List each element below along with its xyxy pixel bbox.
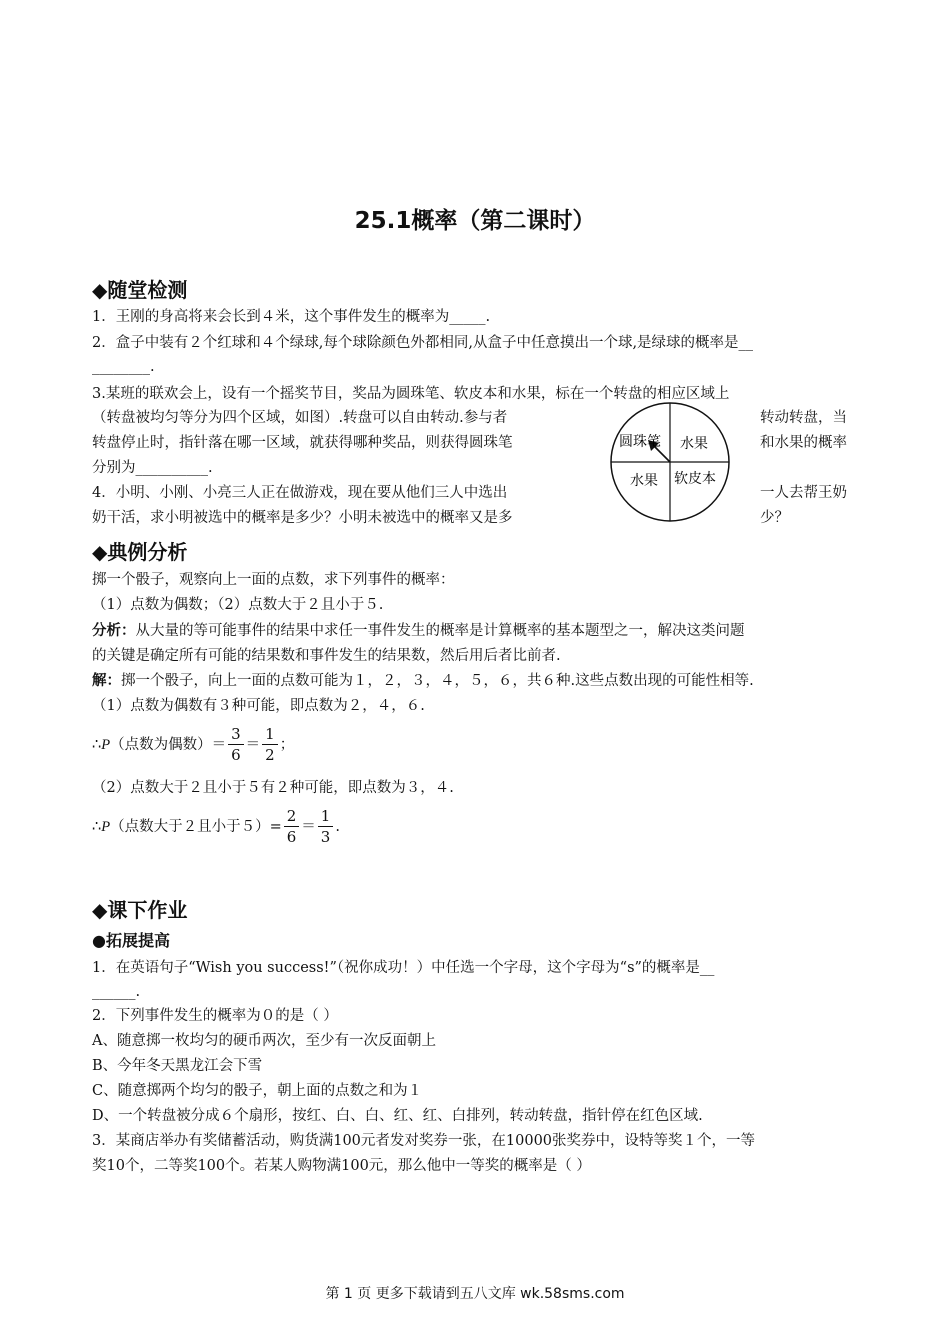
page-footer: 第 1 页 更多下载请到五八文库 wk.58sms.com bbox=[325, 1286, 625, 1302]
equation-1-end: ； bbox=[279, 736, 295, 753]
option-b: B、今年冬天黑龙江会下雪 bbox=[92, 1058, 263, 1074]
fraction-1-3: $\frac{1}{3}$ bbox=[318, 806, 334, 847]
analysis-line-2: 的关键是确定所有可能的结果数和事件发生的结果数，然后用后者比前者. bbox=[92, 648, 561, 664]
spinner-label-pen: 圆珠笔 bbox=[619, 434, 661, 450]
analysis-text-1: 从大量的等可能事件的结果中求任一事件发生的概率是计算概率的基本题型之一，解决这类问题 bbox=[135, 623, 745, 639]
example-prompt: 掷一个骰子，观察向上一面的点数，求下列事件的概率： bbox=[92, 572, 455, 588]
section-heading-homework: ◆课下作业 bbox=[92, 898, 188, 922]
question-2-line-2: ________. bbox=[92, 359, 155, 375]
solution-label: 解： bbox=[92, 672, 121, 689]
solution-step-1: （1）点数为偶数有３种可能，即点数为２，４，６. bbox=[92, 698, 425, 714]
solution-line bbox=[92, 671, 754, 691]
homework-question-3-line-2: 奖10个，二等奖100个。若某人购物满100元，那么他中一等奖的概率是（ ） bbox=[92, 1158, 591, 1174]
spinner-diagram bbox=[608, 400, 732, 524]
section-heading-example: ◆典例分析 bbox=[92, 540, 188, 564]
example-parts: （1）点数为偶数；（2）点数大于２且小于５. bbox=[92, 597, 384, 613]
equation-2-event: （点数大于２且小于５）= bbox=[110, 818, 282, 835]
analysis-line-1 bbox=[92, 621, 745, 641]
equals-sign: ＝ bbox=[245, 736, 261, 753]
spinner-label-fruit-bottom: 水果 bbox=[630, 473, 658, 489]
homework-question-2: 2．下列事件发生的概率为０的是（ ） bbox=[92, 1008, 338, 1024]
equation-1 bbox=[92, 724, 294, 765]
probability-symbol: P bbox=[101, 736, 111, 753]
question-1: 1．王刚的身高将来会长到４米，这个事件发生的概率为_____. bbox=[92, 309, 491, 325]
page-title: 25.1概率（第二课时） bbox=[354, 208, 596, 234]
question-3-line-3b: 和水果的概率 bbox=[760, 435, 847, 451]
probability-symbol: P bbox=[101, 818, 111, 835]
solution-step-2: （2）点数大于２且小于５有２种可能，即点数为３，４. bbox=[92, 780, 454, 796]
question-4-line-2a: 奶干活，求小明被选中的概率是多少？小明未被选中的概率又是多 bbox=[92, 510, 513, 526]
subsection-heading-extension: ●拓展提高 bbox=[92, 931, 170, 950]
homework-question-1-line-2: ______. bbox=[92, 984, 141, 1000]
therefore-symbol: ∴ bbox=[92, 818, 102, 835]
fraction-2-6: $\frac{2}{6}$ bbox=[284, 806, 300, 847]
equation-1-event: （点数为偶数）＝ bbox=[110, 736, 227, 753]
question-4-line-2b: 少？ bbox=[760, 510, 789, 526]
spinner-label-fruit-top: 水果 bbox=[680, 436, 708, 452]
homework-question-1-line-1: 1．在英语句子“Wish you success!”（祝你成功！）中任选一个字母，这个字母为“s”的概率是__ bbox=[92, 960, 715, 976]
therefore-symbol: ∴ bbox=[92, 736, 102, 753]
option-a: A、随意掷一枚均匀的硬币两次，至少有一次反面朝上 bbox=[92, 1033, 436, 1049]
equation-2 bbox=[92, 806, 340, 847]
fraction-1-2: $\frac{1}{2}$ bbox=[262, 724, 278, 765]
equation-2-end: . bbox=[335, 818, 340, 835]
homework-question-3-line-1: 3．某商店举办有奖储蓄活动，购货满100元者发对奖券一张，在10000张奖券中，设特等奖１个，一等 bbox=[92, 1133, 756, 1149]
question-4-line-1a: 4．小明、小刚、小亮三人正在做游戏，现在要从他们三人中选出 bbox=[92, 485, 508, 501]
fraction-3-6: $\frac{3}{6}$ bbox=[228, 724, 244, 765]
question-2-line-1: 2．盒子中装有２个红球和４个绿球,每个球除颜色外都相同,从盒子中任意摸出一个球,是绿球的概率是__ bbox=[92, 335, 754, 351]
option-c: C、随意掷两个均匀的骰子，朝上面的点数之和为１ bbox=[92, 1083, 423, 1099]
option-d: D、一个转盘被分成６个扇形，按红、白、白、红、红、白排列，转动转盘，指针停在红色区域. bbox=[92, 1108, 703, 1124]
solution-text: 掷一个骰子，向上一面的点数可能为１，２，３，４，５，６，共６种.这些点数出现的可能性相等. bbox=[121, 673, 754, 689]
question-3-line-2b: 转动转盘，当 bbox=[760, 410, 847, 426]
question-3-line-3a: 转盘停止时，指针落在哪一区域，就获得哪种奖品，则获得圆珠笔 bbox=[92, 435, 513, 451]
equals-sign: ＝ bbox=[301, 818, 316, 835]
spinner-label-notebook: 软皮本 bbox=[674, 471, 716, 487]
question-4-line-1b: 一人去帮王奶 bbox=[760, 485, 847, 501]
question-3-line-4: 分别为__________. bbox=[92, 460, 213, 476]
question-3-line-2a: （转盘被均匀等分为四个区域，如图）.转盘可以自由转动.参与者 bbox=[92, 410, 508, 426]
question-3-line-1: 3.某班的联欢会上，设有一个摇奖节目，奖品为圆珠笔、软皮本和水果，标在一个转盘的相应区域上 bbox=[92, 386, 730, 402]
section-heading-practice: ◆随堂检测 bbox=[92, 278, 188, 302]
analysis-label: 分析： bbox=[92, 622, 136, 639]
